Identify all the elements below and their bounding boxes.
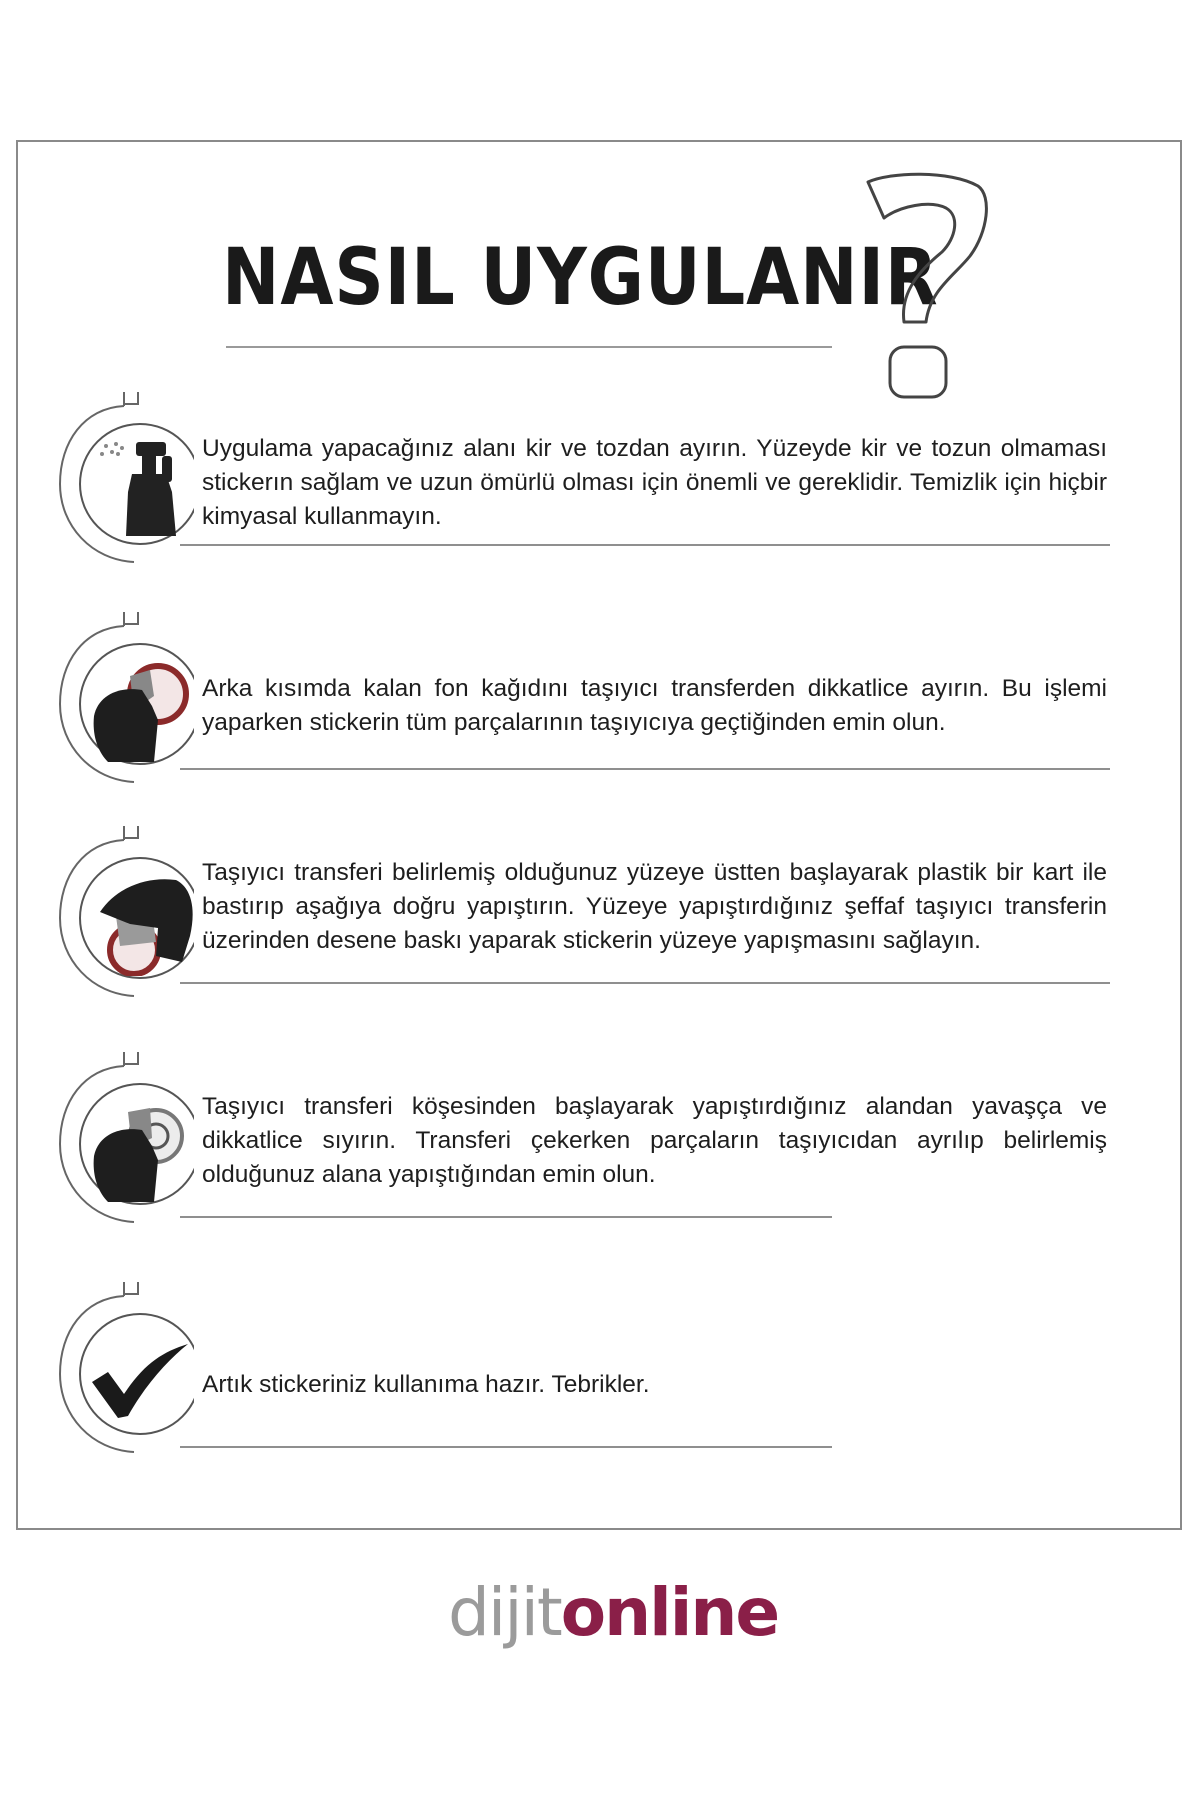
press-card-icon <box>86 866 200 976</box>
logo-part-online: online <box>560 1574 779 1651</box>
question-mark-icon <box>860 172 990 402</box>
logo-part-dijit: dijit <box>448 1574 561 1651</box>
step-3-text: Taşıyıcı transferi belirlemiş olduğunuz yüzeye üstten başlayarak plastik bir kart ile bastırıp aşağıya doğru yapıştırın. Yüzeye yapıştırdığınız şeffaf taşıyıcı transferin üzerinden desene baskı yaparak stickerin yüzeye yapışmasını sağlayın. <box>202 859 1107 954</box>
spray-bottle-icon <box>92 432 192 542</box>
peel-backing-icon <box>88 656 198 766</box>
step-1-rule <box>180 544 1110 546</box>
step-5-rule <box>180 1446 832 1448</box>
step-5-text: Artık stickeriniz kullanıma hazır. Tebrikler. <box>202 1371 650 1398</box>
title-underline <box>226 346 832 348</box>
step-4-text: Taşıyıcı transferi köşesinden başlayarak yapıştırdığınız alandan yavaşça ve dikkatlice sıyırın. Transferi çekerken parçaların taşıyıcıdan ayrılıp belirlemiş olduğunuz alana yapıştığından emin olun. <box>202 1093 1107 1188</box>
step-3-rule <box>180 982 1110 984</box>
step-2-text: Arka kısımda kalan fon kağıdını taşıyıcı transferden dikkatlice ayırın. Bu işlemi yaparken stickerin tüm parçalarının taşıyıcıya geçtiğinden emin olun. <box>202 675 1107 736</box>
step-1-text: Uygulama yapacağınız alanı kir ve tozdan ayırın. Yüzeyde kir ve tozun olmaması stickerın sağlam ve uzun ömürlü olması için önemli ve gereklidir. Temizlik için hiçbir kimyasal kullanmayın. <box>202 435 1107 530</box>
page-title: NASIL UYGULANIR <box>222 233 939 323</box>
checkmark-icon <box>88 1342 198 1422</box>
brand-logo <box>448 1568 779 1658</box>
step-2-rule <box>180 768 1110 770</box>
peel-transfer-icon <box>88 1096 198 1206</box>
step-4-rule <box>180 1216 832 1218</box>
